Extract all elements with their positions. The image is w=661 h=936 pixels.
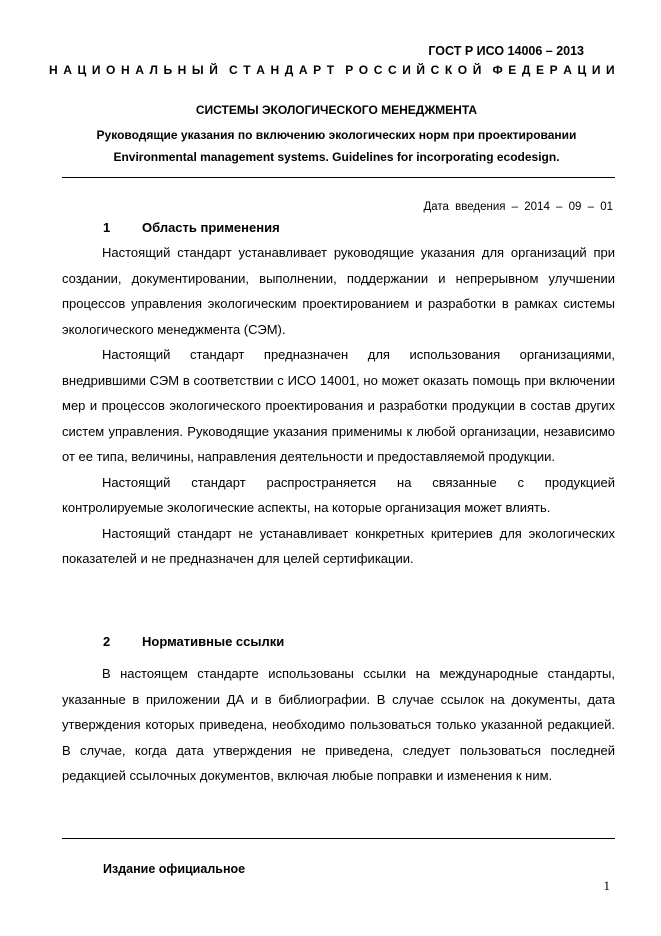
- introduction-date: Дата введения – 2014 – 09 – 01: [423, 201, 613, 213]
- banner-letter: О: [457, 63, 468, 77]
- paragraph: В настоящем стандарте использованы ссылки на международные стандарты, указанные в приложении ДА и в библиографии. В случае ссылок на документы, дата утверждения которых приведена, необходимо пользоваться только указанной редакцией. В случае, когда дата утверждения не приведена, следует пользоваться последней редакцией ссылочных документов, включая любые поправки и изменения к ним.: [62, 666, 615, 783]
- section-title: Область применения: [142, 220, 280, 235]
- banner-letter: Ы: [191, 63, 204, 77]
- banner-letter: А: [135, 63, 144, 77]
- banner-letter: Т: [243, 63, 251, 77]
- banner-letter: С: [229, 63, 238, 77]
- subtitle-russian: Руководящие указания по включению экологических норм при проектировании: [96, 128, 577, 142]
- banner-letter: Е: [536, 63, 545, 77]
- banner-letter: Д: [284, 63, 294, 77]
- official-edition-label: Издание официальное: [103, 862, 246, 876]
- banner-letter: Й: [416, 63, 426, 77]
- banner-letter: Д: [521, 63, 531, 77]
- paragraph: Настоящий стандарт устанавливает руководящие указания для организаций при создании, документировании, выполнении, поддержании и непрерывном улучшении процессов управления экологическим проектированием и разработки в рамках системы экологического менеджмента (СЭМ).: [62, 245, 615, 337]
- banner-letter: Л: [149, 63, 158, 77]
- banner-letter: Н: [270, 63, 280, 77]
- standard-code: ГОСТ Р ИСО 14006 – 2013: [428, 44, 584, 58]
- banner-letter: Ц: [77, 63, 87, 77]
- subtitle-english: Environmental management systems. Guidelines for incorporating ecodesign.: [113, 150, 560, 164]
- section-2-body: [62, 661, 615, 789]
- paragraph: Настоящий стандарт не устанавливает конкретных критериев для экологических показателей и не предназначен для целей сертификации.: [62, 525, 615, 566]
- footer-divider: [62, 838, 615, 839]
- banner-letter: Й: [472, 63, 482, 77]
- banner-letter: Ь: [163, 63, 173, 77]
- paragraph: Настоящий стандарт распространяется на связанные с продукцией контролируемые экологические аспекты, на которые организация может влиять.: [62, 474, 615, 515]
- national-standard-banner: [49, 63, 615, 77]
- title-divider: [62, 177, 615, 178]
- banner-letter: С: [430, 63, 440, 77]
- document-title: СИСТЕМЫ ЭКОЛОГИЧЕСКОГО МЕНЕДЖМЕНТА: [195, 103, 478, 117]
- banner-letter: О: [106, 63, 116, 77]
- banner-letter: И: [402, 63, 411, 77]
- banner-letter: Р: [345, 63, 354, 77]
- section-1-body: [62, 240, 615, 572]
- banner-letter: О: [358, 63, 369, 77]
- banner-letter: И: [606, 63, 615, 77]
- banner-letter: И: [91, 63, 101, 77]
- banner-letter: А: [563, 63, 572, 77]
- banner-letter: Ф: [492, 63, 503, 77]
- section-2-heading: [0, 634, 661, 652]
- section-title: Нормативные ссылки: [142, 634, 285, 649]
- banner-letter: Ц: [577, 63, 587, 77]
- banner-letter: А: [63, 63, 72, 77]
- banner-letter: С: [373, 63, 383, 77]
- banner-letter: А: [256, 63, 265, 77]
- banner-letter: И: [591, 63, 601, 77]
- paragraph: Настоящий стандарт предназначен для использования организациями, внедрившими СЭМ в соответствии с ИСО 14001, но может оказать помощь при включении мер и процессов экологического проектирования и разработки продукции в состав других систем управления. Руководящие указания применимы к любой организации, независимо от ее типа, величины, направления деятельности и предоставляемой продукции.: [62, 347, 615, 464]
- page-number: 1: [603, 878, 610, 893]
- section-number: 2: [103, 634, 111, 649]
- banner-letter: К: [444, 63, 453, 77]
- banner-letter: Е: [508, 63, 517, 77]
- banner-letter: Р: [549, 63, 558, 77]
- section-number: 1: [103, 220, 111, 235]
- banner-letter: Р: [313, 63, 322, 77]
- banner-letter: С: [387, 63, 397, 77]
- banner-letter: Й: [209, 63, 218, 77]
- banner-letter: А: [298, 63, 308, 77]
- banner-letter: Н: [120, 63, 130, 77]
- banner-letter: Н: [49, 63, 58, 77]
- section-1-heading: [0, 220, 661, 238]
- banner-letter: Н: [177, 63, 187, 77]
- banner-letter: Т: [326, 63, 335, 77]
